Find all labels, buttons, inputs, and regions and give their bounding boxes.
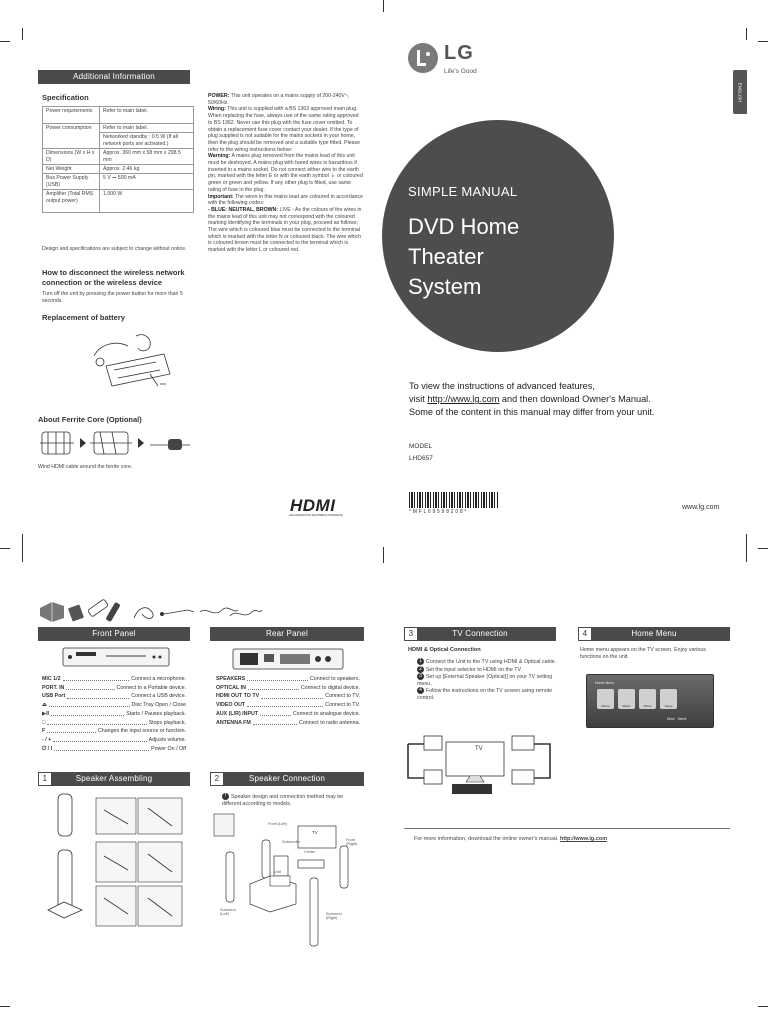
wire-colours-text: LIVE - As the colours of the wires in the mains lead of this unit may not correspond with the coloured marking identifying the terminals in your plug, proceed as follows: The wire which is coloured blue must be connected to the terminal which is marked with the letter N or coloured black. The wire which is coloured brown must be connected to the terminal which is marked with the letter L or coloured red. [208, 206, 362, 254]
lg-website-link[interactable]: http://www.lg.com [427, 394, 500, 404]
step-number: 2 [417, 666, 424, 673]
subwoofer-label: Subwoofer [282, 840, 301, 844]
eject-icon: ⏏ [42, 702, 48, 709]
front-panel-item [42, 710, 186, 719]
instructions-line-2b: and then download Owner's Manual. [499, 394, 651, 404]
front-panel-item [42, 736, 186, 745]
note-text: Speaker design and connection method may be different according to models. [222, 793, 344, 807]
step-number: 4 [578, 627, 592, 641]
front-panel-desc: Starts / Pauses playback. [126, 710, 186, 717]
disconnect-text: Turn off the unit by pressing the power button for more than 5 seconds. [42, 291, 183, 304]
specification-table [42, 106, 194, 213]
step-text: Set up [External Speaker (Optical)] on your TV setting menu. [417, 673, 553, 687]
fold-mark [383, 0, 384, 12]
specification-title: Specification [42, 93, 89, 102]
rear-panel-desc: Connect to digital device. [300, 684, 360, 691]
front-panel-key: - / + [42, 736, 52, 743]
rear-panel-device-illustration [232, 646, 344, 672]
tv-connection-step [417, 666, 557, 674]
rear-panel-item [216, 675, 360, 684]
rear-panel-desc: Connect to TV. [325, 693, 360, 700]
front-panel-item [42, 745, 186, 754]
rear-panel-item [216, 684, 360, 693]
front-right-label: Front (Right) [346, 838, 358, 846]
power-icon: ⏻ / I [42, 745, 53, 752]
brand-name: LG [444, 42, 474, 64]
spec-value: 5 V ⎓ 500 mA [100, 174, 194, 190]
warning-label: Warning: [208, 153, 231, 160]
front-panel-key: USB Port [42, 693, 66, 700]
battery-title: Replacement of battery [42, 313, 125, 322]
front-panel-key: F [42, 728, 46, 735]
speaker-connection-header [210, 772, 364, 786]
crop-mark [22, 534, 23, 562]
power-text: This unit operates on a mains supply of 200-240V~, 50/60Hz. [208, 93, 350, 106]
tv-connection-step [417, 687, 557, 701]
front-panel-item [42, 727, 186, 736]
front-left-label: Front (Left) [268, 822, 287, 826]
footer-note [414, 836, 607, 842]
barcode-text: * M F L 6 9 5 9 8 2 0 8 * [409, 509, 467, 515]
home-menu-screen [586, 674, 714, 728]
front-panel-desc: Connect a microphone. [131, 676, 186, 682]
front-panel-header: Front Panel [38, 627, 190, 641]
rear-panel-desc: Connect to analogue device. [292, 710, 360, 717]
icon-label: Setup [664, 704, 673, 708]
setup-icon[interactable] [660, 689, 677, 709]
front-panel-legend [42, 675, 186, 753]
fold-mark [383, 547, 384, 563]
footer-divider [404, 828, 730, 829]
speaker-assembling-illustration [38, 790, 188, 942]
rear-panel-key: OPTICAL IN [216, 684, 246, 691]
front-panel-desc: Stops playback. [148, 719, 186, 726]
tv-connection-diagram [404, 730, 554, 800]
footer-lg-link[interactable]: http://www.lg.com [559, 836, 608, 842]
rear-panel-item [216, 710, 360, 719]
power-label: POWER: [208, 93, 230, 99]
crop-mark [22, 28, 23, 40]
home-menu-header [578, 627, 730, 641]
spec-label: Net Weight [43, 165, 100, 174]
crop-mark [0, 41, 10, 42]
model-label: MODEL [409, 443, 433, 450]
step-number: 4 [417, 687, 424, 694]
nav-hint [667, 717, 686, 721]
step-number: 1 [417, 658, 424, 665]
rear-panel-item [216, 719, 360, 728]
surround-right-label: Surround (Right) [326, 912, 342, 920]
rear-panel-desc: Connect to radio antenna. [299, 719, 360, 726]
instructions-line-3: Some of the content in this manual may differ from your unit. [409, 407, 655, 417]
center-label: Center [304, 850, 316, 854]
rear-panel-header: Rear Panel [210, 627, 364, 641]
front-panel-desc: Disc Tray Open / Close [131, 702, 186, 709]
advanced-instructions [409, 380, 729, 419]
speaker-assembling-title: Speaker Assembling [75, 774, 153, 783]
disconnect-title: How to disconnect the wireless network connection or the wireless device [42, 268, 185, 287]
cover-title [408, 212, 519, 302]
important-label: Important: [208, 193, 234, 200]
crop-mark [746, 28, 747, 40]
instructions-line-1: To view the instructions of advanced features, [409, 381, 595, 391]
title-line-3: System [408, 274, 482, 299]
language-tab-label: ENGLISH [737, 82, 743, 102]
rear-panel-key: HDMI OUT TO TV [216, 693, 260, 700]
crop-mark [758, 548, 768, 549]
spec-label: Amplifier (Total RMS output power) [43, 190, 100, 213]
speaker-connection-title: Speaker Connection [248, 774, 326, 783]
wire-colours-label: - BLUE: NEUTRAL, BROWN: [208, 206, 279, 213]
spec-value: Networked standby : 0.5 W (If all network ports are activated.) [100, 133, 194, 149]
rear-panel-legend [216, 675, 360, 727]
speaker-tv-label: TV [312, 830, 318, 835]
tv-label: TV [475, 746, 483, 752]
rear-panel-item [216, 692, 360, 701]
front-panel-desc: Connect a USB device. [131, 693, 186, 700]
instructions-line-2a: visit [409, 394, 428, 404]
step-number: 1 [38, 772, 52, 786]
front-panel-desc: Changes the input source or function. [97, 728, 186, 735]
music-icon[interactable] [618, 689, 635, 709]
front-panel-key: PORT. IN [42, 684, 65, 691]
tv-connection-step [417, 673, 557, 687]
crop-mark [746, 534, 747, 562]
movie-icon[interactable] [597, 689, 614, 709]
tv-connection-subtitle: HDMI & Optical Connection [408, 647, 481, 653]
step-number: 2 [210, 772, 224, 786]
play-pause-icon: ▶II [42, 710, 50, 717]
hdmi-logo-subtext: HIGH-DEFINITION MULTIMEDIA INTERFACE [289, 514, 343, 517]
icon-label: Movie [601, 704, 610, 708]
spec-label: Power requirements [43, 107, 100, 124]
tv-connection-title: TV Connection [452, 629, 508, 638]
speaker-assembling-header [38, 772, 190, 786]
note-icon: ! [222, 793, 229, 800]
website: www.lg.com [682, 504, 720, 511]
footer-note-text: For more information, download the online owner's manual. [414, 836, 559, 842]
hdmi-logo: HDMI [290, 496, 336, 515]
stop-icon: □ [42, 719, 46, 726]
rear-panel-key: ANTENNA FM [216, 719, 251, 726]
crop-mark [0, 1006, 10, 1007]
title-line-1: DVD Home [408, 214, 520, 239]
ferrite-caption: Wind HDMI cable around the ferrite core. [38, 464, 133, 470]
spec-label: Dimensions (W x H x D) [43, 149, 100, 165]
spec-value: Approx. 2.46 kg [100, 165, 194, 174]
lg-logo-icon [408, 43, 438, 73]
ferrite-core-illustration [38, 427, 193, 462]
spec-label: Power consumption [43, 124, 100, 149]
rear-panel-key: VIDEO OUT [216, 702, 246, 709]
tv-connection-steps [417, 658, 557, 701]
spec-value: Refer to main label. [100, 124, 194, 133]
spec-note: Design and specifications are subject to change without notice. [42, 246, 187, 252]
icon-label: Photo [643, 704, 652, 708]
model-value: LHD657 [409, 455, 433, 462]
cover-title-disc [382, 120, 614, 352]
important-text: The wires in this mains lead are coloured in accordance with the following codes: [208, 193, 364, 207]
front-panel-item [42, 719, 186, 728]
nav-move-hint: Move [667, 717, 675, 721]
spec-value: Approx. 360 mm x 58 mm x 298.5 mm [100, 149, 194, 165]
rear-panel-key: AUX (L/R) INPUT [216, 710, 259, 717]
step-text: Set the input selector to HDMI on the TV. [426, 666, 522, 673]
simple-manual-label: SIMPLE MANUAL [408, 184, 518, 199]
spec-label: Bus Power Supply (USB) [43, 174, 100, 190]
front-panel-key: MIC 1/2 [42, 676, 61, 682]
front-panel-device-illustration [62, 645, 170, 669]
photo-icon[interactable] [639, 689, 656, 709]
speaker-connection-diagram [212, 812, 367, 952]
front-panel-desc: Adjusts volume. [148, 736, 186, 743]
step-text: Follow the instructions on the TV screen using remote control. [417, 688, 553, 701]
language-tab [733, 70, 747, 114]
front-panel-desc: Power On / Off [151, 745, 186, 752]
front-panel-item [42, 675, 186, 684]
tv-connection-header [404, 627, 556, 641]
rear-panel-item [216, 701, 360, 710]
crop-mark [0, 548, 10, 549]
tagline: Life's Good [444, 68, 477, 75]
home-menu-title: Home Menu [631, 629, 677, 638]
unit-label: Unit [274, 870, 281, 874]
icon-label: Music [622, 704, 631, 708]
step-text: Connect the Unit to the TV using HDMI & Optical cable. [426, 658, 557, 665]
rear-panel-desc: Connect to speakers. [309, 676, 360, 682]
barcode [409, 492, 499, 508]
front-panel-item [42, 701, 186, 710]
battery-replacement-illustration [86, 326, 176, 396]
front-panel-desc: Connect to a Portable device. [116, 684, 186, 691]
home-menu-text: Home menu appears on the TV screen. Enjoy various functions on the unit. [580, 647, 706, 660]
front-panel-item [42, 692, 186, 701]
ferrite-title: About Ferrite Core (Optional) [38, 415, 142, 424]
wiring-label: Wiring: [208, 106, 226, 113]
power-wiring-text [208, 93, 364, 254]
surround-left-label: Surround (Left) [220, 908, 236, 916]
speaker-connection-note [222, 793, 362, 807]
tv-connection-step [417, 658, 557, 666]
accessories-illustration [38, 598, 263, 624]
front-panel-item [42, 684, 186, 693]
nav-select-hint: Select [677, 717, 687, 721]
crop-mark [758, 41, 768, 42]
step-number: 3 [404, 627, 418, 641]
title-line-2: Theater [408, 244, 484, 269]
warning-text: A mains plug removed from the mains lead of this unit must be destroyed. A mains plug with bared wires is hazardous if inserted in a mains socket. Do not connect either wire to the earth pin, marked with the letter E or with the earth symbol ⏚ or coloured green or green and yellow. If any other plug is fitted, use same rating of fuse in the plug. [208, 153, 363, 193]
step-number: 3 [417, 673, 424, 680]
crop-mark [758, 1006, 768, 1007]
additional-info-header: Additional Information [38, 70, 190, 84]
rear-panel-key: SPEAKERS [216, 676, 246, 682]
spec-value: Refer to main label. [100, 107, 194, 124]
wiring-text: This unit is supplied with a BS 1363 approved main plug. When replacing the fuse, always use of the same rating approved to BS 1362. Never use this plug with the fuse cover omitted. To obtain a replacement fuse cover contact your dealer. If the type of plug supplied is not suitable for the mains sockets in your home, then the plug should be removed and a suitable type fitted. Please refer to the wiring instructions below: [208, 106, 360, 153]
spec-value: 1,000 W [100, 190, 194, 213]
home-menu-screen-title: Home Menu [595, 681, 615, 685]
rear-panel-desc: Connect to TV. [325, 702, 360, 709]
